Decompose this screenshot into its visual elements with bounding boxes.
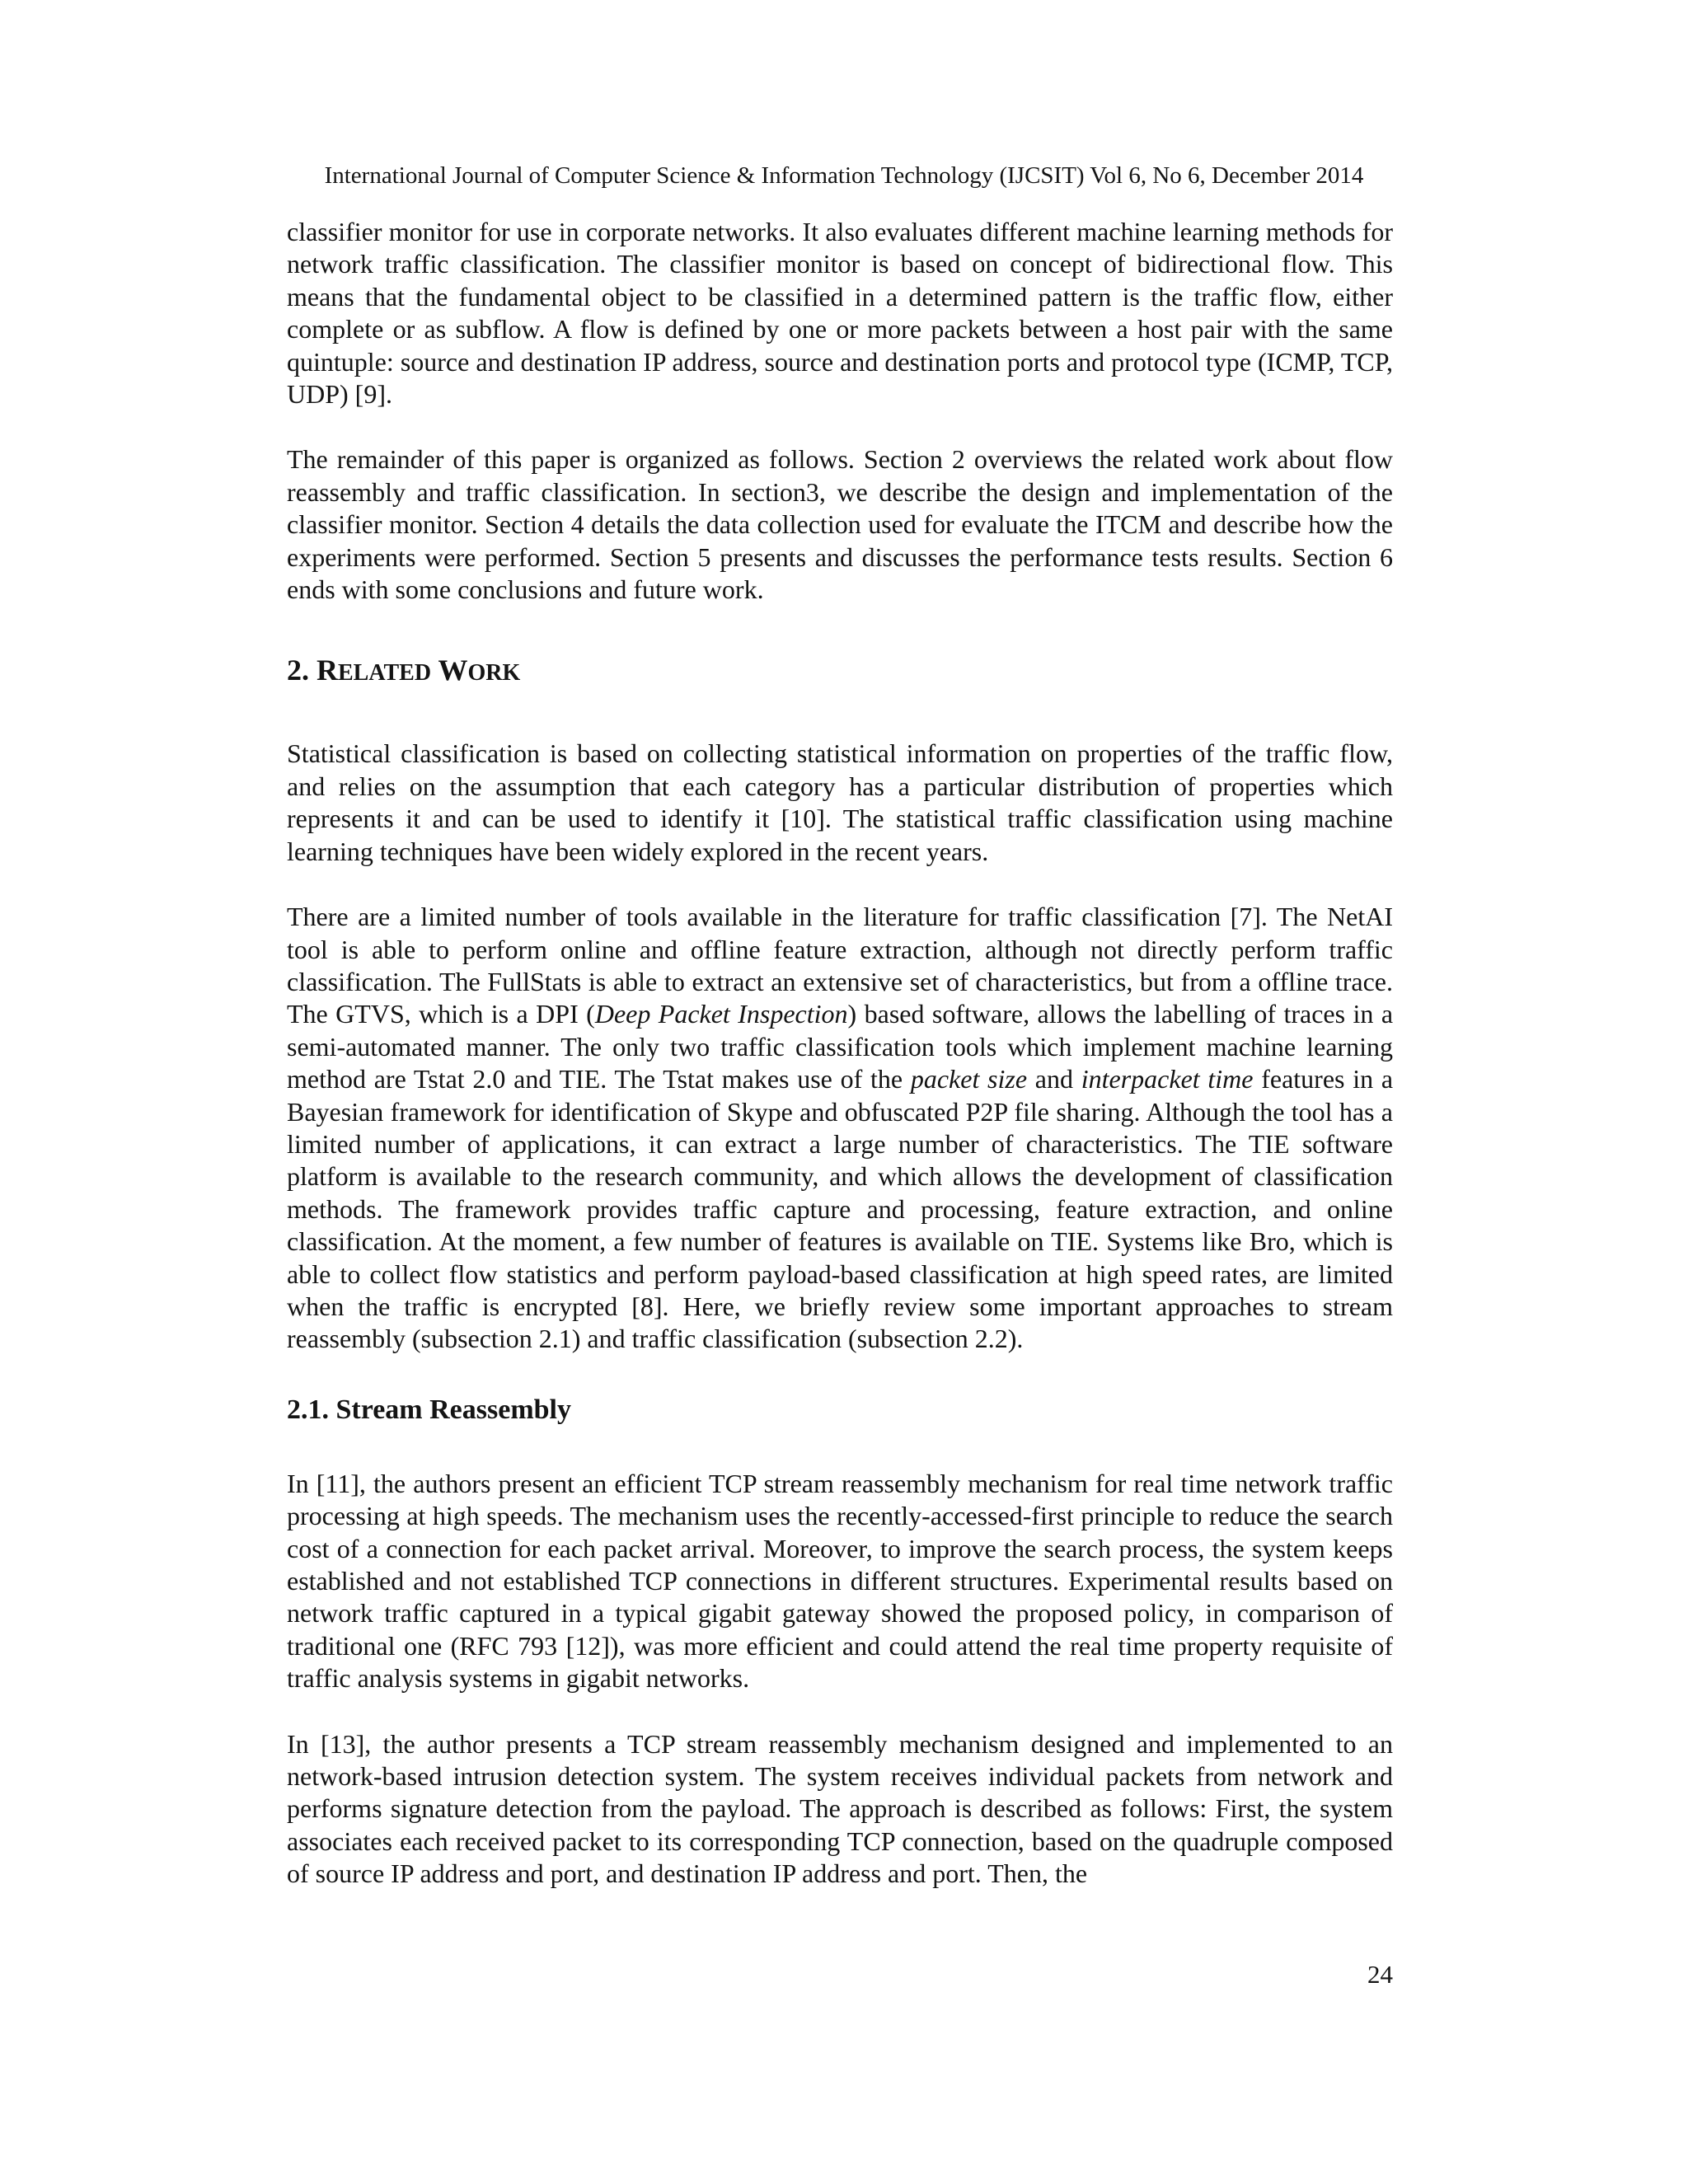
subsection-heading-stream-reassembly: 2.1. Stream Reassembly bbox=[287, 1394, 571, 1425]
emphasis-interpacket-time: interpacket time bbox=[1081, 1064, 1254, 1094]
text-run: and bbox=[1027, 1064, 1081, 1094]
section-title-w: W bbox=[438, 654, 468, 687]
section-title-r: R bbox=[316, 654, 338, 687]
emphasis-deep-packet-inspection: Deep Packet Inspection bbox=[594, 999, 848, 1029]
page-number: 24 bbox=[1367, 1960, 1393, 1989]
stream-reassembly-paragraph-1: In [11], the authors present an efficient TCP stream reassembly mechanism for real time network traffic processing at high speeds. The mechanism uses the recently-accessed-first principle to reduce the search cost of a connection for each packet arrival. Moreover, to improve the search process, the system keeps established and not established TCP connections in different structures. Experimental results based on network traffic captured in a typical gigabit gateway showed the proposed policy, in comparison of traditional one (RFC 793 [12]), was more efficient and could attend the real time property requisite of traffic analysis systems in gigabit networks. bbox=[287, 1468, 1393, 1694]
page-body bbox=[287, 216, 1393, 1891]
emphasis-packet-size: packet size bbox=[910, 1064, 1028, 1094]
section-number: 2. bbox=[287, 654, 309, 687]
section-title-elated: ELATED bbox=[338, 660, 432, 687]
stream-reassembly-paragraph-2: In [13], the author presents a TCP stream reassembly mechanism designed and implemented to an network-based intrusion detection system. The system receives individual packets from network and performs signature detection from the payload. The approach is described as follows: First, the system associates each received packet to its corresponding TCP connection, based on the quadruple composed of source IP address and port, and destination IP address and port. Then, the bbox=[287, 1728, 1393, 1889]
text-run: There are a limited number of tools available in the literature for traffic classification [7]. The NetAI tool is able to perform online and offline feature extraction, although not directly perform traffic classification. The FullStats is able to extract an extensive set of characteristics, but from a offline trace. The GTVS, which is a DPI ( bbox=[287, 902, 1393, 1029]
text-run: features in a Bayesian framework for identification of Skype and obfuscated P2P file sharing. Although the tool has a limited number of applications, it can extract a large number of characteristics. The TIE software platform is available to the research community, and which allows the development of classification methods. The framework provides traffic capture and processing, feature extraction, and online classification. At the moment, a few number of features is available on TIE. Systems like Bro, which is able to collect flow statistics and perform payload-based classification at high speed rates, are limited when the traffic is encrypted [8]. Here, we briefly review some important approaches to stream reassembly (subsection 2.1) and traffic classification (subsection 2.2). bbox=[287, 1064, 1394, 1354]
section-heading-related-work bbox=[287, 654, 1393, 690]
intro-paragraph-1: classifier monitor for use in corporate networks. It also evaluates different machine learning methods for network traffic classification. The classifier monitor is based on concept of bidirectional flow. This means that the fundamental object to be classified in a determined pattern is the traffic flow, either complete or as subflow. A flow is defined by one or more packets between a host pair with the same quintuple: source and destination IP address, source and destination ports and protocol type (ICMP, TCP, UDP) [9]. bbox=[287, 217, 1393, 410]
section-title-ork: ORK bbox=[467, 660, 521, 687]
related-work-paragraph-1: Statistical classification is based on collecting statistical information on properties of the traffic flow, and relies on the assumption that each category has a particular distribution of properties which represents it and can be used to identify it [10]. The statistical traffic classification using machine learning techniques have been widely explored in the recent years. bbox=[287, 738, 1393, 866]
text-run: ) based software, allows the labelling of traces in a semi-automated manner. The only two traffic classification tools which implement machine learning method are Tstat 2.0 and TIE. The Tstat makes use of the bbox=[287, 999, 1394, 1094]
related-work-paragraph-2 bbox=[287, 901, 1393, 1356]
running-header: International Journal of Computer Science & Information Technology (IJCSIT) Vol 6, No 6, December 2014 bbox=[324, 162, 1364, 189]
intro-paragraph-2: The remainder of this paper is organized as follows. Section 2 overviews the related work about flow reassembly and traffic classification. In section3, we describe the design and implementation of the classifier monitor. Section 4 details the data collection used for evaluate the ITCM and describe how the experiments were performed. Section 5 presents and discusses the performance tests results. Section 6 ends with some conclusions and future work. bbox=[287, 444, 1393, 605]
